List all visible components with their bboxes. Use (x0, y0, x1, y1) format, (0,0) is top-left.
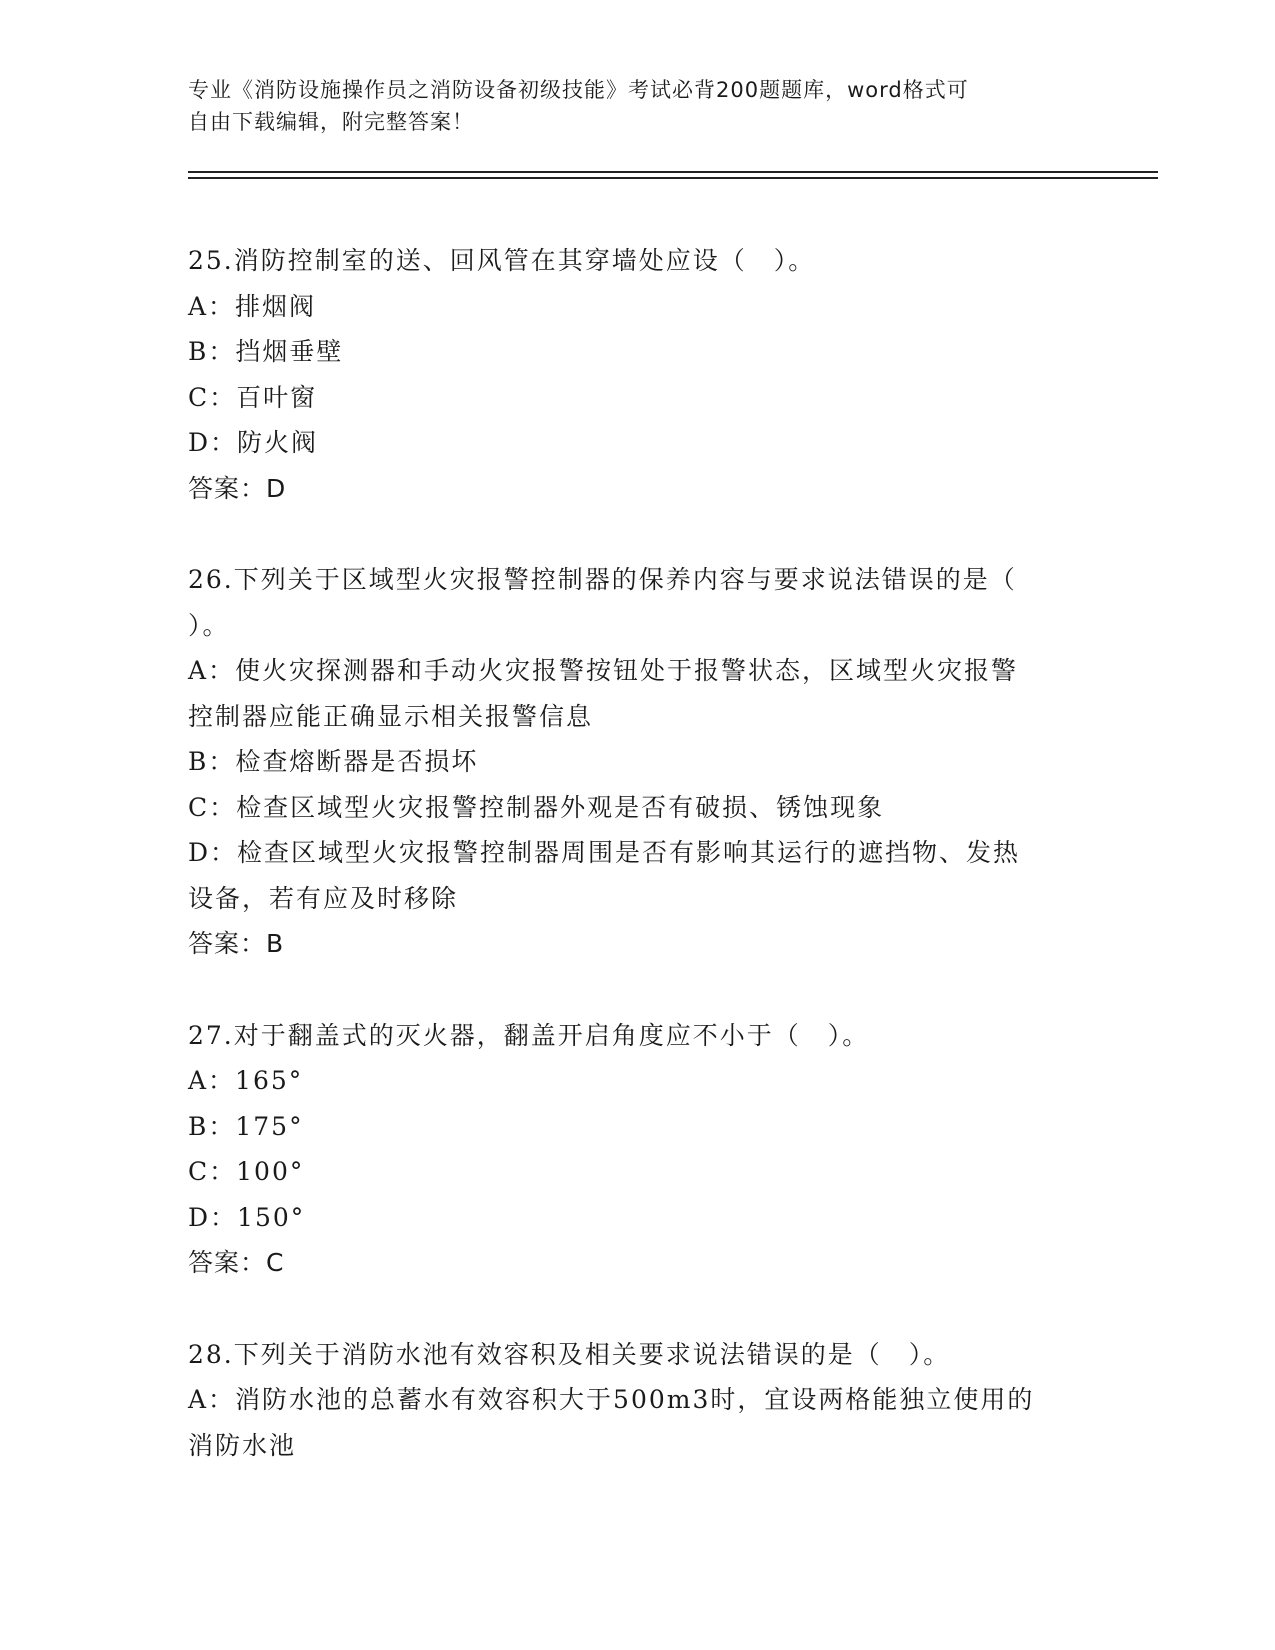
answer-line: 答案：B (188, 929, 285, 958)
option-line: D：150° (188, 1202, 306, 1232)
option-line: B：挡烟垂壁 (188, 337, 344, 366)
header-rule-bottom (188, 177, 1158, 179)
option-line: 消防水池 (188, 1430, 297, 1460)
option-line: 控制器应能正确显示相关报警信息 (188, 701, 594, 731)
answer-line: 答案：D (188, 473, 287, 503)
option-line: C：检查区域型火灾报警控制器外观是否有破损、锈蚀现象 (188, 792, 885, 822)
question-block (188, 1332, 1088, 1469)
option-line: A：消防水池的总蓄水有效容积大于500m3时，宜设两格能独立使用的 (188, 1385, 1035, 1414)
question-block (188, 557, 1088, 967)
header-line-1: 专业《消防设施操作员之消防设备初级技能》考试必背200题题库，word格式可 (188, 78, 969, 102)
header-line-2: 自由下载编辑，附完整答案！ (188, 110, 474, 134)
question-stem: 27.对于翻盖式的灭火器，翻盖开启角度应不小于（ ）。 (188, 1020, 870, 1050)
option-line: B：检查熔断器是否损坏 (188, 747, 479, 776)
question-stem: 26.下列关于区域型火灾报警控制器的保养内容与要求说法错误的是（ (188, 565, 1017, 594)
header-rule-top (188, 171, 1158, 173)
option-line: D：检查区域型火灾报警控制器周围是否有影响其运行的遮挡物、发热 (188, 838, 1021, 867)
option-line: D：防火阀 (188, 428, 319, 457)
option-line: C：100° (188, 1157, 305, 1186)
document-header (188, 74, 1088, 138)
option-line: A：排烟阀 (188, 291, 317, 321)
option-line: A：165° (188, 1066, 304, 1095)
question-block (188, 238, 1088, 511)
answer-line: 答案：C (188, 1248, 285, 1277)
question-stem: 28.下列关于消防水池有效容积及相关要求说法错误的是（ ）。 (188, 1339, 951, 1369)
option-line: 设备，若有应及时移除 (188, 883, 459, 913)
option-line: A：使火灾探测器和手动火灾报警按钮处于报警状态，区域型火灾报警 (188, 656, 1019, 685)
question-block (188, 1013, 1088, 1286)
option-line: B：175° (188, 1111, 304, 1141)
question-list (188, 238, 1088, 1514)
option-line: C：百叶窗 (188, 382, 318, 412)
question-stem: 25.消防控制室的送、回风管在其穿墙处应设（ ）。 (188, 246, 816, 275)
question-stem: ）。 (188, 610, 230, 640)
